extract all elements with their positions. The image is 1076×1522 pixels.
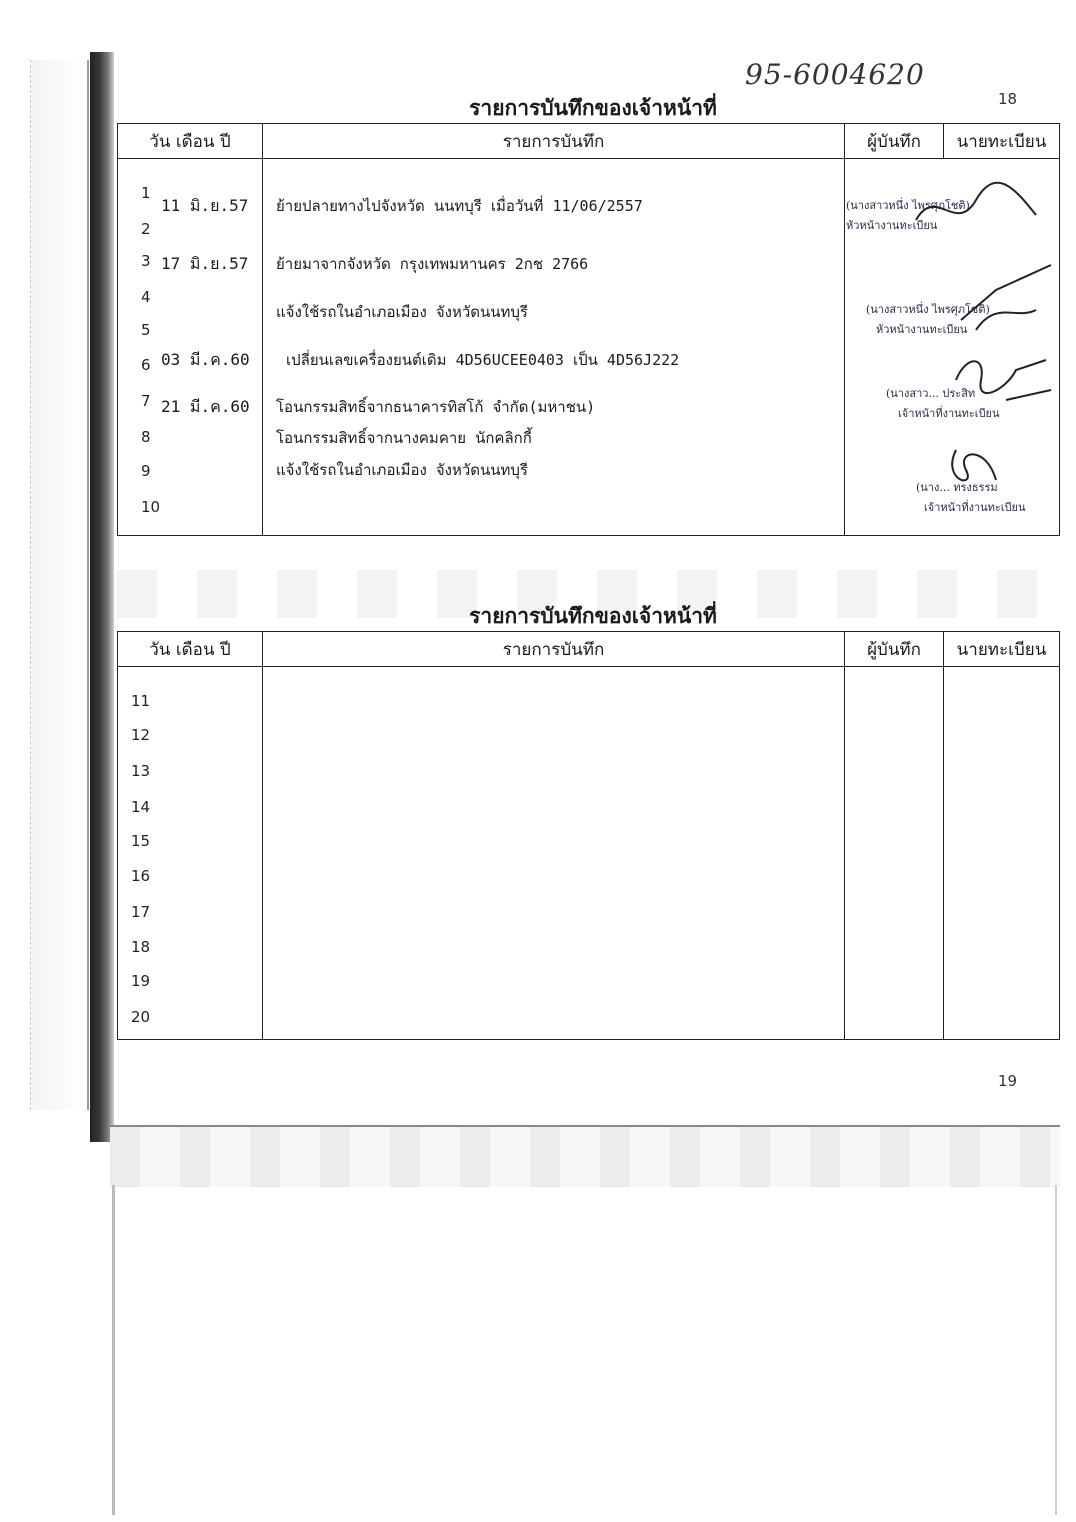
signature-4 bbox=[936, 440, 1016, 500]
record-entry: ย้ายมาจากจังหวัด กรุงเทพมหานคร 2กช 2766 bbox=[276, 255, 589, 273]
entry-date: 11 มิ.ย.57 bbox=[161, 196, 249, 215]
official-stamp: หัวหน้างานทะเบียน bbox=[846, 219, 938, 232]
line-number: 4 bbox=[141, 288, 151, 306]
header-recorder: ผู้บันทึก bbox=[845, 124, 944, 159]
line-number: 14 bbox=[131, 798, 151, 816]
line-number: 17 bbox=[131, 903, 151, 921]
header-record: รายการบันทึก bbox=[263, 632, 845, 667]
entry-date: 17 มิ.ย.57 bbox=[161, 254, 249, 273]
page-number-top: 18 bbox=[998, 90, 1018, 108]
line-number: 10 bbox=[141, 498, 161, 516]
scan-artifact-band bbox=[110, 1125, 1060, 1187]
official-stamp: (นางสาวหนึ่ง ไพรศุภโชติ) bbox=[846, 199, 970, 212]
lower-recorder-column bbox=[845, 667, 944, 1040]
upper-record-table bbox=[117, 123, 1060, 536]
lower-record-table bbox=[117, 631, 1060, 1040]
document-number: 95-6004620 bbox=[745, 58, 925, 91]
line-number: 11 bbox=[131, 692, 151, 710]
line-number: 19 bbox=[131, 972, 151, 990]
line-number: 2 bbox=[141, 220, 151, 238]
signature-1 bbox=[906, 180, 1046, 240]
record-entry: โอนกรรมสิทธิ์จากนางคมคาย นักคลิกกี้ bbox=[276, 429, 532, 447]
official-stamp: (นาง... ทรงธรรม bbox=[916, 481, 998, 494]
signature-3 bbox=[946, 350, 1056, 420]
official-stamp: (นางสาวหนึ่ง ไพรศุภโชติ) bbox=[866, 303, 990, 316]
line-number: 1 bbox=[141, 184, 151, 202]
line-number: 6 bbox=[141, 356, 151, 374]
line-number: 16 bbox=[131, 867, 151, 885]
line-number: 15 bbox=[131, 832, 151, 850]
official-stamp: เจ้าหน้าที่งานทะเบียน bbox=[898, 407, 1000, 420]
line-number: 7 bbox=[141, 392, 151, 410]
line-number: 20 bbox=[131, 1008, 151, 1026]
header-registrar: นายทะเบียน bbox=[944, 632, 1060, 667]
header-registrar: นายทะเบียน bbox=[944, 124, 1060, 159]
line-number: 3 bbox=[141, 252, 151, 270]
official-stamp: หัวหน้างานทะเบียน bbox=[876, 323, 968, 336]
official-stamp: (นางสาว... ประสิท bbox=[886, 387, 976, 400]
entry-date: 21 มี.ค.60 bbox=[161, 397, 250, 416]
signature-2 bbox=[956, 260, 1056, 340]
lower-section-title: รายการบันทึกของเจ้าหน้าที่ bbox=[469, 604, 717, 628]
lower-registrar-column bbox=[944, 667, 1060, 1040]
line-number: 9 bbox=[141, 462, 151, 480]
header-recorder: ผู้บันทึก bbox=[845, 632, 944, 667]
book-spine bbox=[90, 52, 114, 1142]
lower-record-column bbox=[263, 667, 845, 1040]
line-number: 5 bbox=[141, 321, 151, 339]
page-number-bottom: 19 bbox=[998, 1072, 1018, 1090]
book-page-edge bbox=[30, 60, 89, 1110]
scan-artifact-frame bbox=[112, 1185, 1057, 1515]
record-entry: แจ้งใช้รถในอำเภอเมือง จังหวัดนนทบุรี bbox=[276, 461, 528, 479]
header-date: วัน เดือน ปี bbox=[118, 124, 263, 159]
line-number: 12 bbox=[131, 726, 151, 744]
record-entry: เปลี่ยนเลขเครื่องยนต์เดิม 4D56UCEE0403 เป็น 4D56J222 bbox=[286, 351, 680, 369]
record-entry: ย้ายปลายทางไปจังหวัด นนทบุรี เมื่อวันที่ 11/06/2557 bbox=[276, 197, 643, 215]
header-date: วัน เดือน ปี bbox=[118, 632, 263, 667]
upper-section-title: รายการบันทึกของเจ้าหน้าที่ bbox=[469, 96, 717, 120]
line-number: 13 bbox=[131, 762, 151, 780]
entry-date: 03 มี.ค.60 bbox=[161, 350, 250, 369]
line-number: 8 bbox=[141, 428, 151, 446]
header-record: รายการบันทึก bbox=[263, 124, 845, 159]
record-entry: แจ้งใช้รถในอำเภอเมือง จังหวัดนนทบุรี bbox=[276, 303, 528, 321]
line-number: 18 bbox=[131, 938, 151, 956]
official-stamp: เจ้าหน้าที่งานทะเบียน bbox=[924, 501, 1026, 514]
record-entry: โอนกรรมสิทธิ์จากธนาคารทิสโก้ จำกัด(มหาชน) bbox=[276, 398, 596, 416]
